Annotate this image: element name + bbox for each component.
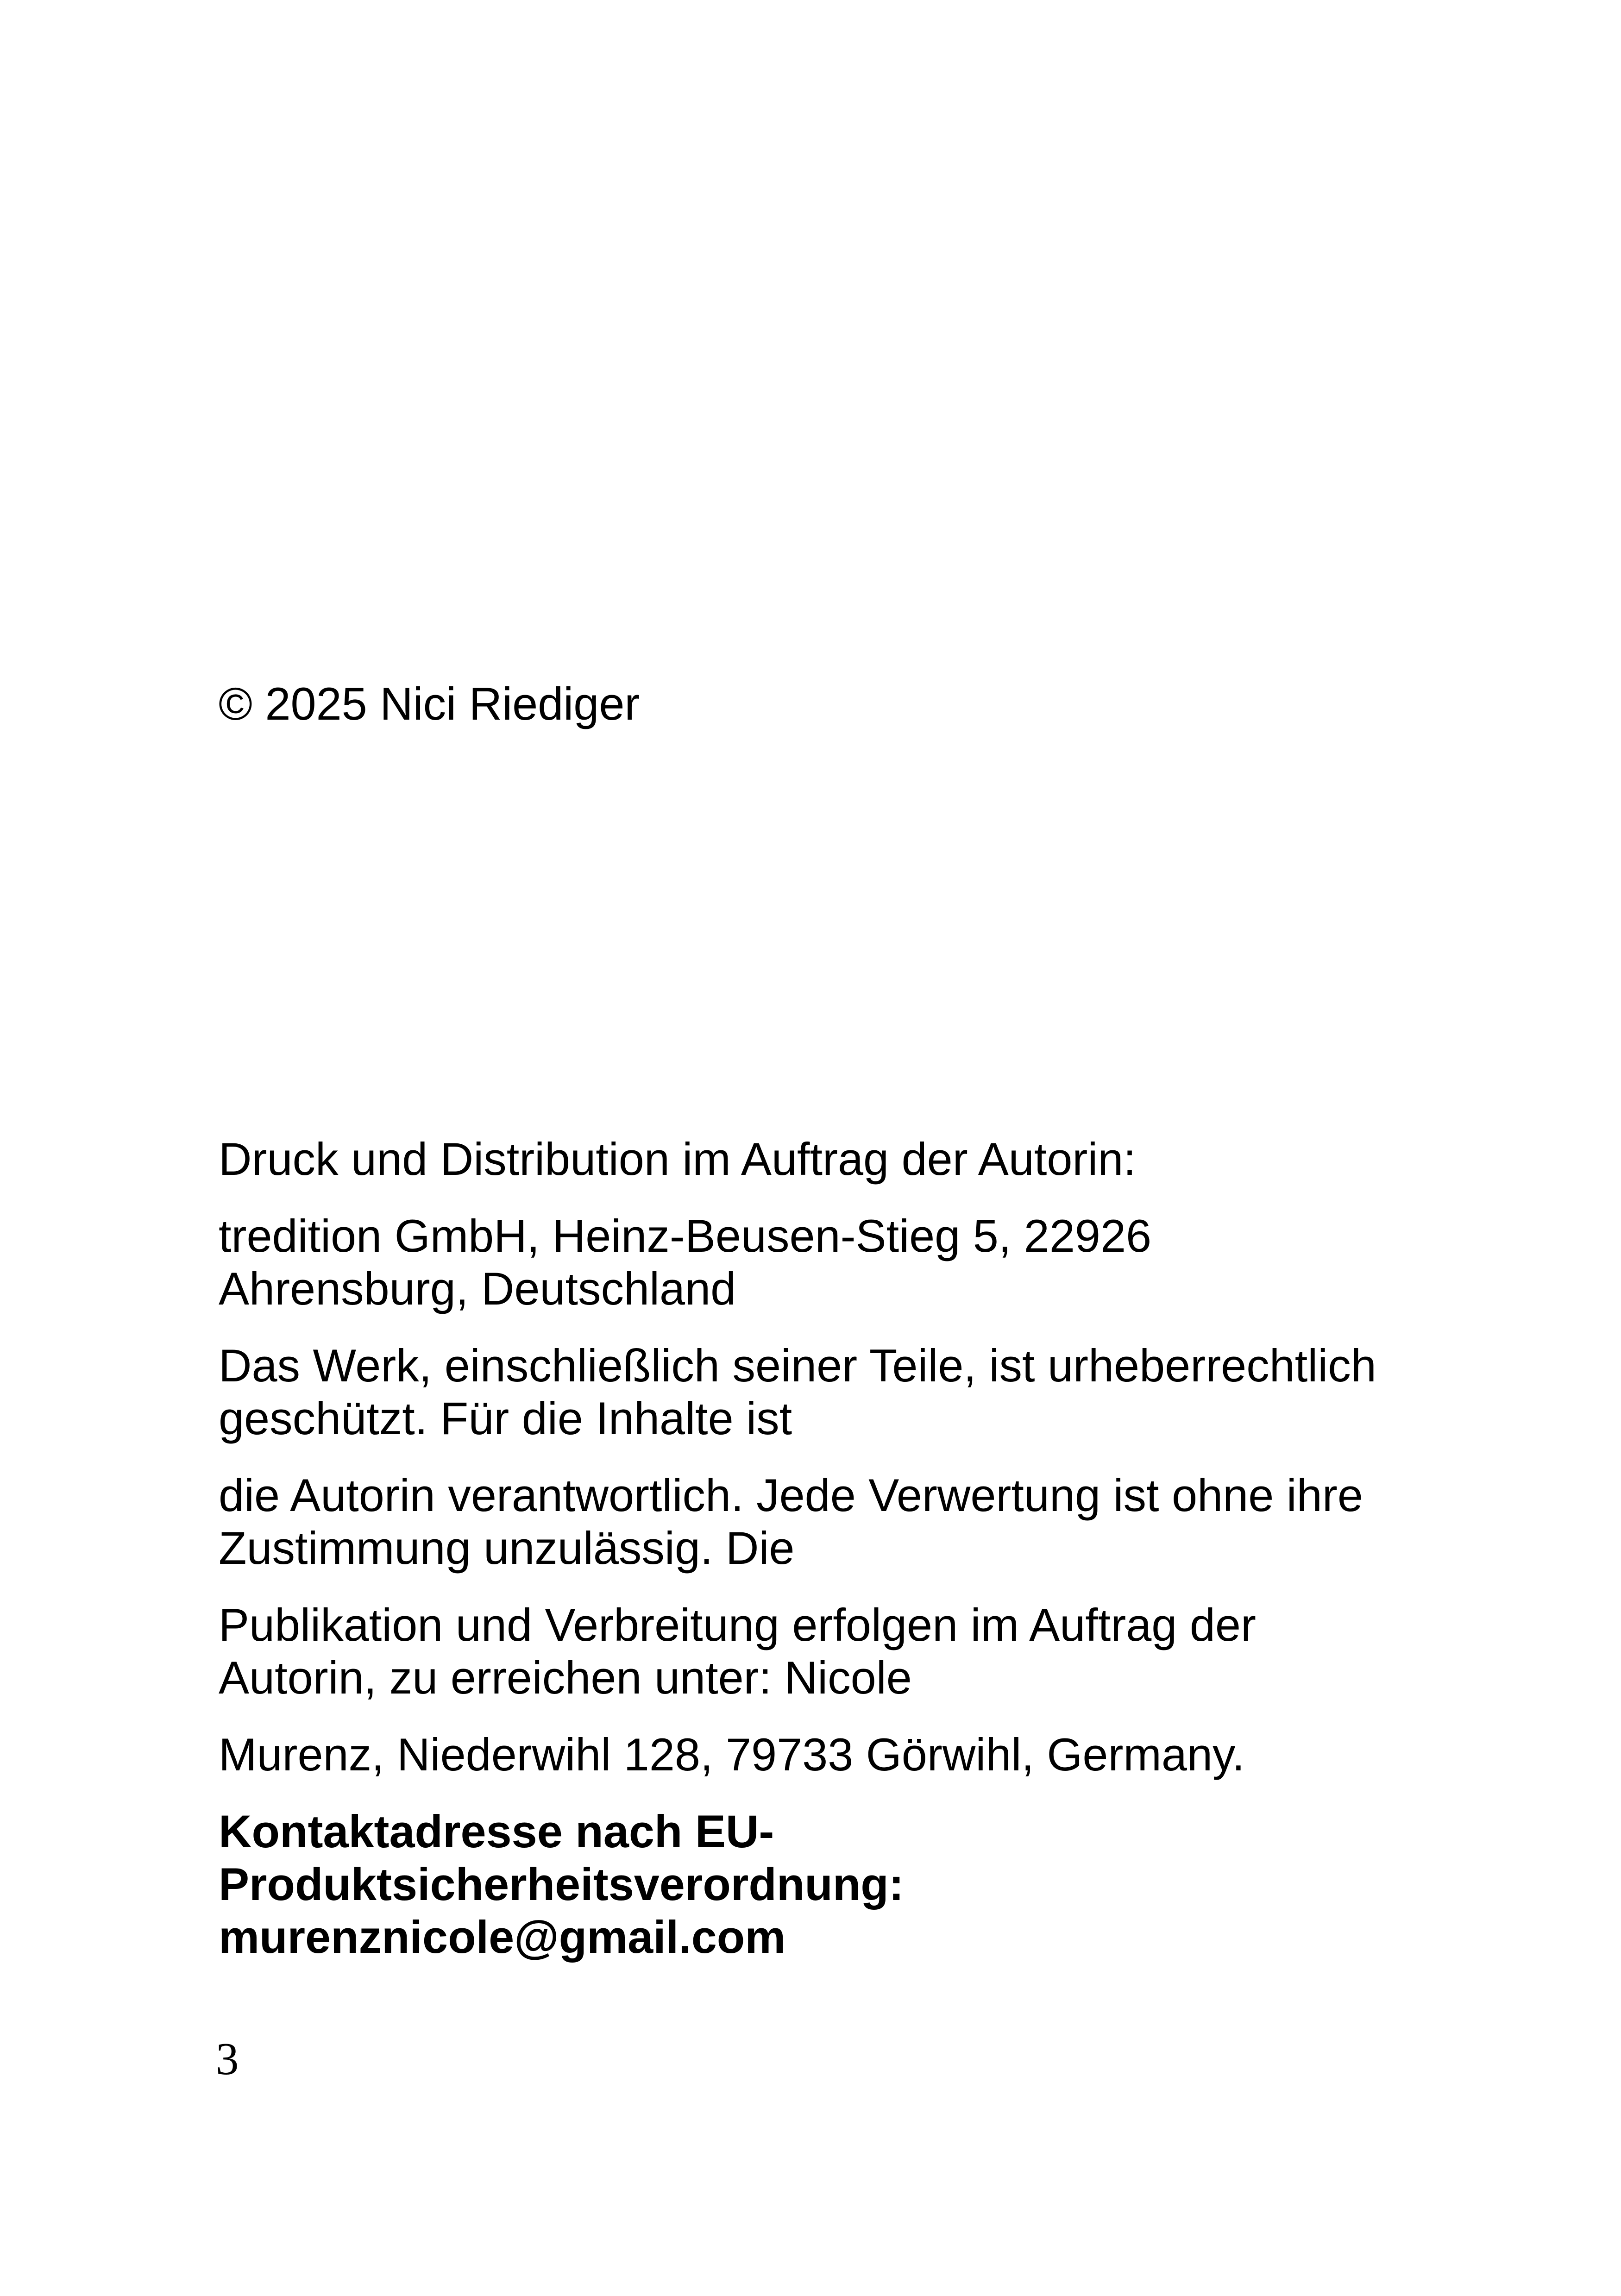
imprint-line: die Autorin verantwortlich. Jede Verwertung ist ohne ihre (219, 1469, 1363, 1521)
page-number: 3 (216, 2034, 239, 2084)
copyright-notice: © 2025 Nici Riediger (219, 678, 640, 729)
imprint-line: Murenz, Niederwihl 128, 79733 Görwihl, Germany. (219, 1729, 1245, 1780)
contact-email: murenznicole@gmail.com (219, 1911, 786, 1963)
contact-address (219, 1805, 1423, 1964)
imprint-line: Kontaktadresse nach EU- (219, 1806, 774, 1857)
copyright-protection-note (219, 1339, 1423, 1445)
imprint-line: Publikation und Verbreitung erfolgen im Auftrag der (219, 1599, 1256, 1650)
printing-distribution-note (219, 1133, 1423, 1186)
responsibility-note (219, 1469, 1423, 1575)
publication-note (219, 1599, 1423, 1704)
author-address (219, 1728, 1423, 1781)
imprint-line: Ahrensburg, Deutschland (219, 1263, 736, 1314)
imprint-line: geschützt. Für die Inhalte ist (219, 1393, 792, 1444)
imprint-line: Druck und Distribution im Auftrag der Autorin: (219, 1133, 1136, 1185)
imprint-line: Produktsicherheitsverordnung: (219, 1858, 904, 1910)
imprint-line: tredition GmbH, Heinz-Beusen-Stieg 5, 22926 (219, 1210, 1152, 1261)
imprint-line: Autorin, zu erreichen unter: Nicole (219, 1652, 912, 1703)
publisher-address (219, 1210, 1423, 1315)
imprint-block (219, 1133, 1423, 1988)
imprint-line: Das Werk, einschließlich seiner Teile, ist urheberrechtlich (219, 1340, 1376, 1391)
imprint-line: Zustimmung unzulässig. Die (219, 1522, 795, 1574)
